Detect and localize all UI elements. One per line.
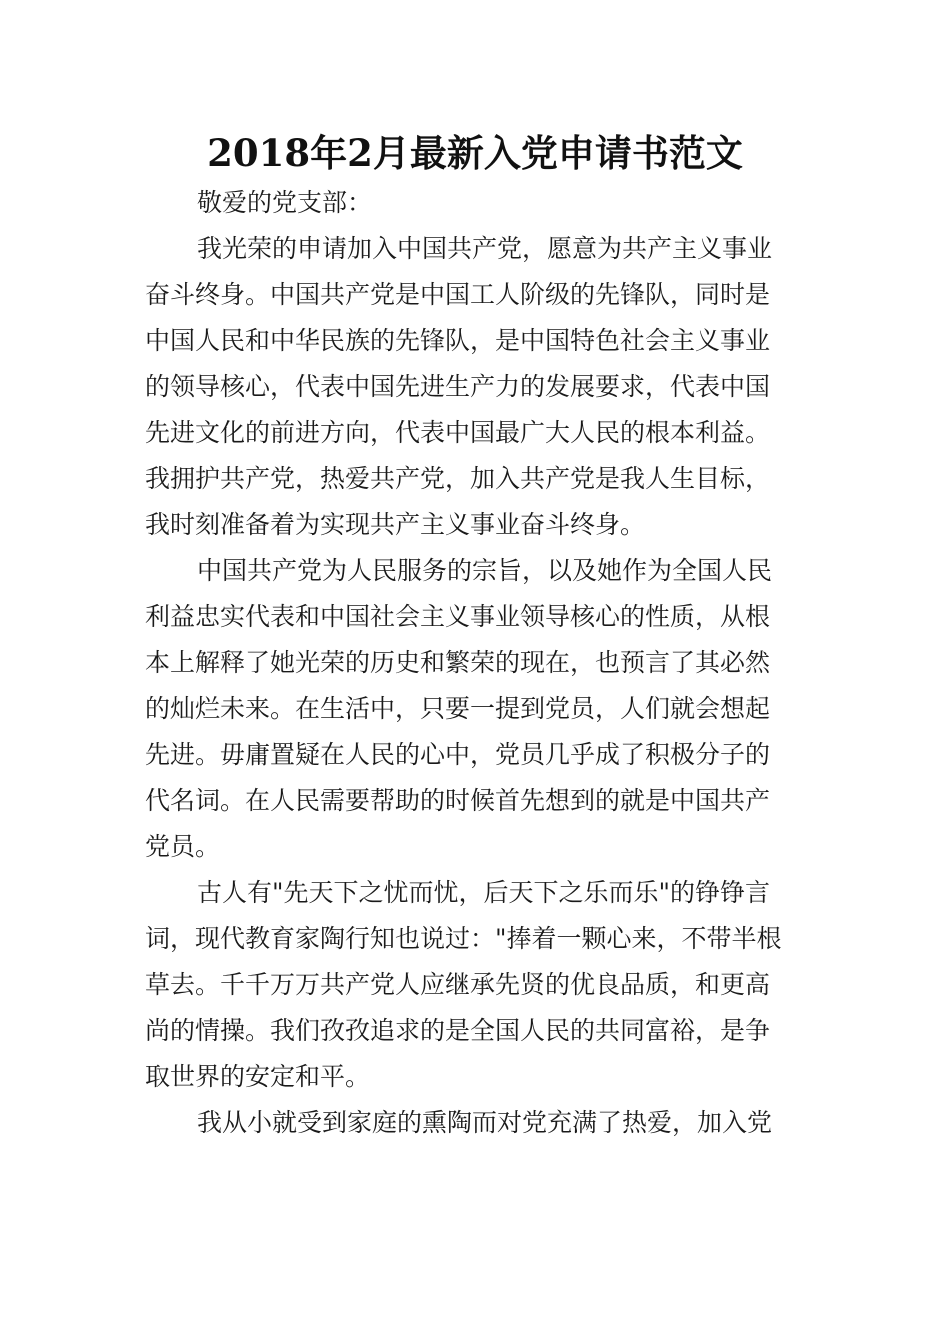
document-title: 2018年2月最新入党申请书范文 — [207, 131, 743, 175]
body-line: 的灿烂未来。在生活中，只要一提到党员，人们就会想起 — [145, 694, 771, 723]
body-line: 我从小就受到家庭的熏陶而对党充满了热爱，加入党 — [197, 1108, 773, 1137]
body-line: 的领导核心，代表中国先进生产力的发展要求，代表中国 — [145, 372, 771, 401]
body-line: 代名词。在人民需要帮助的时候首先想到的就是中国共产 — [145, 786, 771, 815]
body-line: 奋斗终身。中国共产党是中国工人阶级的先锋队，同时是 — [145, 280, 771, 309]
body-line: 我时刻准备着为实现共产主义事业奋斗终身。 — [145, 510, 646, 539]
body-line: 取世界的安定和平。 — [145, 1062, 371, 1091]
body-line: 先进文化的前进方向，代表中国最广大人民的根本利益。 — [145, 418, 771, 447]
body-line: 党员。 — [145, 832, 221, 861]
body-line: 我光荣的申请加入中国共产党，愿意为共产主义事业 — [197, 234, 773, 263]
body-line: 草去。千千万万共产党人应继承先贤的优良品质，和更高 — [145, 970, 771, 999]
body-line: 古人有"先天下之忧而忧，后天下之乐而乐"的铮铮言 — [197, 878, 771, 907]
body-line: 我拥护共产党，热爱共产党，加入共产党是我人生目标， — [145, 464, 771, 493]
body-line: 尚的情操。我们孜孜追求的是全国人民的共同富裕，是争 — [145, 1016, 771, 1045]
document-body — [145, 180, 807, 1146]
body-line: 先进。毋庸置疑在人民的心中，党员几乎成了积极分子的 — [145, 740, 771, 769]
body-line: 中国人民和中华民族的先锋队，是中国特色社会主义事业 — [145, 326, 771, 355]
body-line: 词，现代教育家陶行知也说过："捧着一颗心来，不带半根 — [145, 924, 782, 953]
body-line: 中国共产党为人民服务的宗旨，以及她作为全国人民 — [197, 556, 773, 585]
body-line: 利益忠实代表和中国社会主义事业领导核心的性质，从根 — [145, 602, 771, 631]
salutation: 敬爱的党支部： — [197, 188, 373, 217]
body-line: 本上解释了她光荣的历史和繁荣的现在，也预言了其必然 — [145, 648, 771, 677]
